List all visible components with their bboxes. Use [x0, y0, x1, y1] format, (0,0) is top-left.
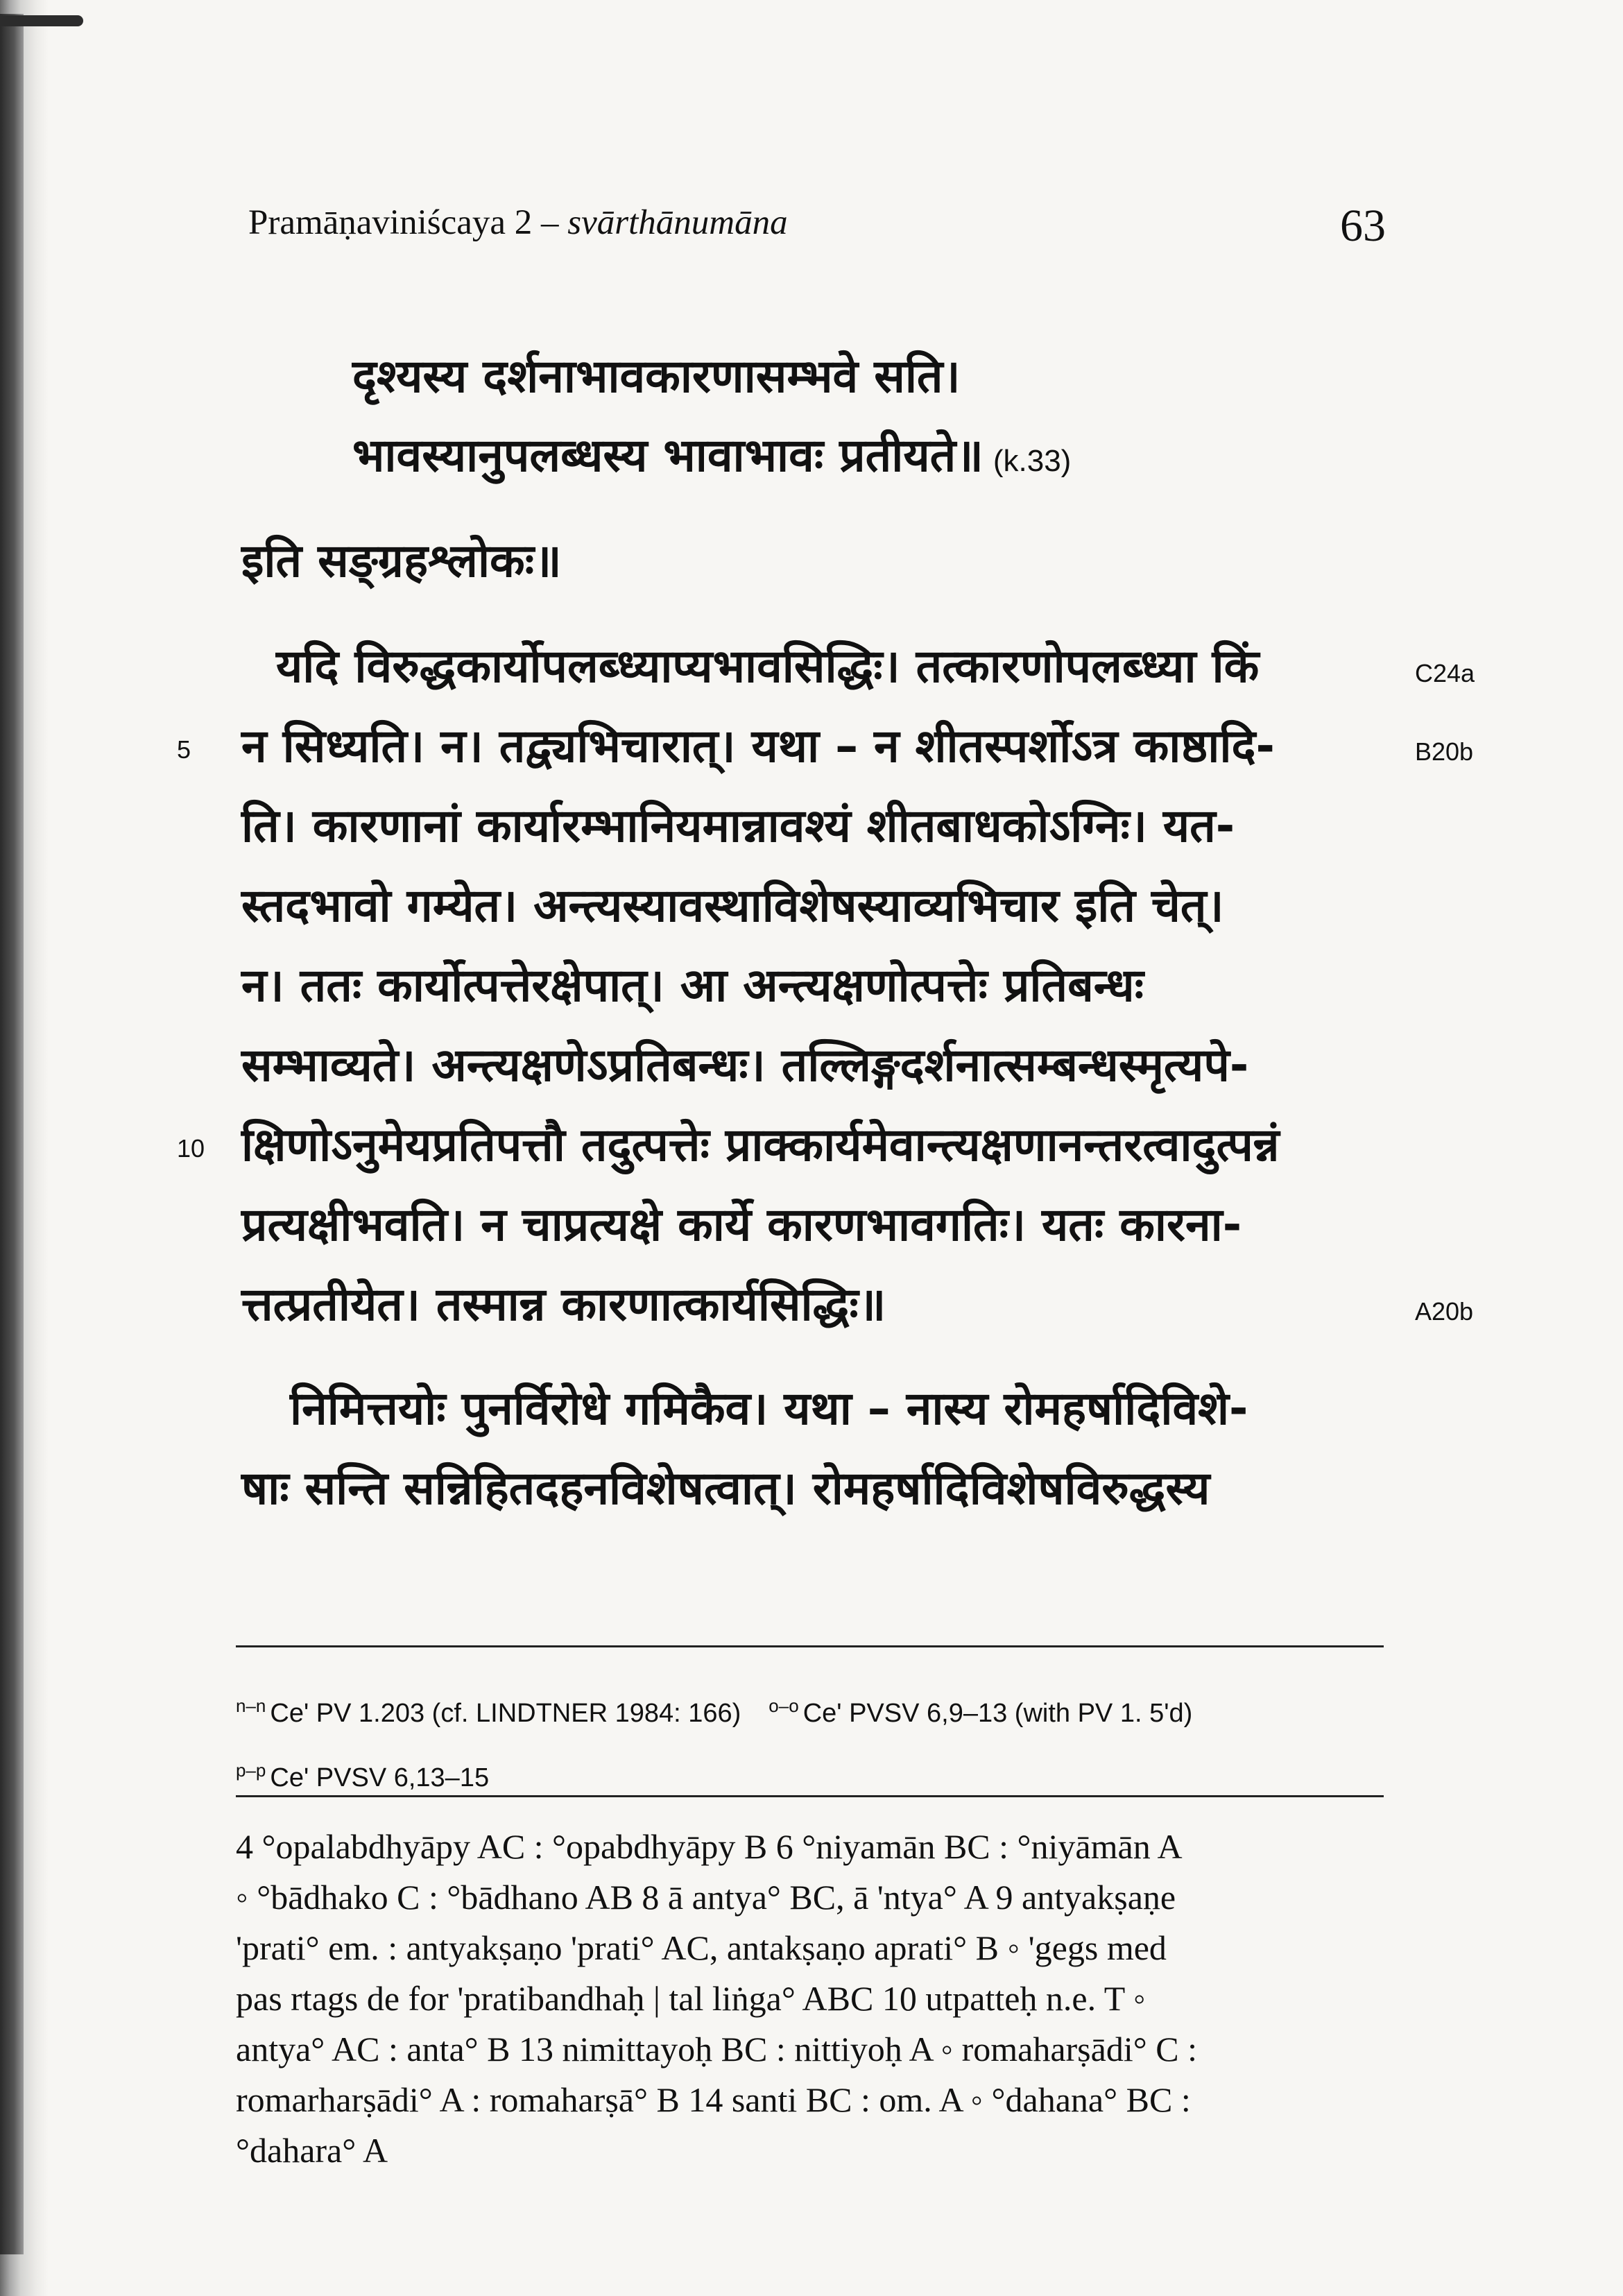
variant-note-line-5: antya° AC : anta° B 13 nimittayoḥ BC : nittiyoḥ A ◦ romaharṣādi° C : — [236, 2030, 1197, 2068]
prose-line-9: त्तत्प्रतीयेत। तस्मान्न कारणात्कार्यसिद्धिः॥ — [241, 1278, 886, 1331]
running-head-title-italic: svārthānumāna — [567, 203, 788, 242]
variant-note-line-2: ◦ °bādhako C : °bādhano AB 8 ā antya° BC, ā 'ntya° A 9 antyakṣaṇe — [236, 1878, 1176, 1917]
variant-note-line-1: 4 °opalabdhyāpy AC : °opabdhyāpy B 6 °niyamān BC : °niyāmān A — [236, 1827, 1183, 1866]
running-head — [248, 200, 1386, 258]
variant-note-line-7: °dahara° A — [236, 2131, 388, 2170]
line-number-10: 10 — [177, 1134, 205, 1163]
source-note-2 — [768, 1695, 1193, 1728]
siglum-c24a: C24a — [1415, 659, 1475, 687]
page-number: 63 — [1340, 200, 1386, 251]
source-note-3-text: Ce' PVSV 6,13–15 — [270, 1763, 490, 1792]
variant-notes — [236, 1822, 1380, 2176]
line-number-5: 5 — [177, 735, 191, 764]
siglum-a20b: A20b — [1415, 1297, 1474, 1326]
verse-colophon: इति सङ्ग्रहश्लोकः॥ — [241, 534, 562, 588]
prose-line-11: षाः सन्ति सन्निहितदहनविशेषत्वात्। रोमहर्षादिविशेषविरुद्धस्य — [241, 1462, 1210, 1515]
source-note-2-text: Ce' PVSV 6,9–13 (with PV 1. 5'd) — [802, 1699, 1193, 1728]
source-note-1-mark: n–n — [236, 1695, 266, 1716]
running-head-title-main: Pramāṇaviniścaya 2 – — [248, 203, 568, 242]
siglum-b20b: B20b — [1415, 737, 1474, 766]
source-note-3 — [236, 1760, 490, 1792]
prose-line-7: क्षिणोऽनुमेयप्रतिपत्तौ तदुत्पत्तेः प्राक्कार्यमेवान्त्यक्षणानन्तरत्वादुत्पन्नं — [241, 1118, 1280, 1172]
verse-line-1: दृश्यस्य दर्शनाभावकारणासम्भवे सति। — [352, 350, 961, 403]
source-note-1-text: Ce' PV 1.203 (cf. LINDTNER 1984: 166) — [270, 1699, 741, 1728]
variant-note-line-4: pas rtags de for 'pratibandhaḥ | tal liṅga° ABC 10 utpatteḥ n.e. T ◦ — [236, 1979, 1146, 2018]
prose-line-10: निमित्तयोः पुनर्विरोधे गमिकैव। यथा – नास्य रोमहर्षादिविशे- — [290, 1382, 1248, 1435]
prose-line-8: प्रत्यक्षीभवति। न चाप्रत्यक्षे कार्ये कारणभावगतिः। यतः कारना- — [241, 1198, 1242, 1251]
prose-line-4: स्तदभावो गम्येत। अन्त्यस्यावस्थाविशेषस्याव्यभिचार इति चेत्। — [241, 879, 1224, 932]
variant-note-line-3: 'prati° em. : antyakṣaṇo 'prati° AC, antakṣaṇo aprati° B ◦ 'gegs med — [236, 1928, 1167, 1967]
source-note-1 — [236, 1695, 741, 1728]
footnote-rule-1 — [236, 1645, 1384, 1647]
source-note-2-mark: o–o — [768, 1695, 799, 1716]
footnote-rule-2 — [236, 1795, 1384, 1797]
prose-line-6: सम्भाव्यते। अन्त्यक्षणेऽप्रतिबन्धः। तल्लिङ्गदर्शनात्सम्बन्धस्मृत्यपे- — [241, 1038, 1249, 1092]
verse-line-2 — [352, 429, 1072, 482]
prose-line-5: न। ततः कार्योत्पत्तेरक्षेपात्। आ अन्त्यक्षणोत्पत्तेः प्रतिबन्धः — [241, 959, 1144, 1012]
prose-line-3: ति। कारणानां कार्यारम्भानियमान्नावश्यं शीतबाधकोऽग्निः। यत- — [241, 799, 1235, 853]
verse-reference: (k.33) — [993, 444, 1072, 478]
source-note-3-mark: p–p — [236, 1760, 266, 1781]
verse-line-2-text: भावस्यानुपलब्धस्य भावाभावः प्रतीयते॥ — [352, 429, 984, 482]
prose-line-2: न सिध्यति। न। तद्व्यभिचारात्। यथा – न शीतस्पर्शोऽत्र काष्ठादि- — [241, 719, 1275, 773]
source-notes — [236, 1677, 1380, 1806]
variant-note-line-6: romarharṣādi° A : romaharṣā° B 14 santi BC : om. A ◦ °dahana° BC : — [236, 2080, 1191, 2119]
running-head-title — [248, 203, 788, 243]
prose-line-1: यदि विरुद्धकार्योपलब्ध्याप्यभावसिद्धिः। तत्कारणोपलब्ध्या किं — [276, 640, 1260, 693]
